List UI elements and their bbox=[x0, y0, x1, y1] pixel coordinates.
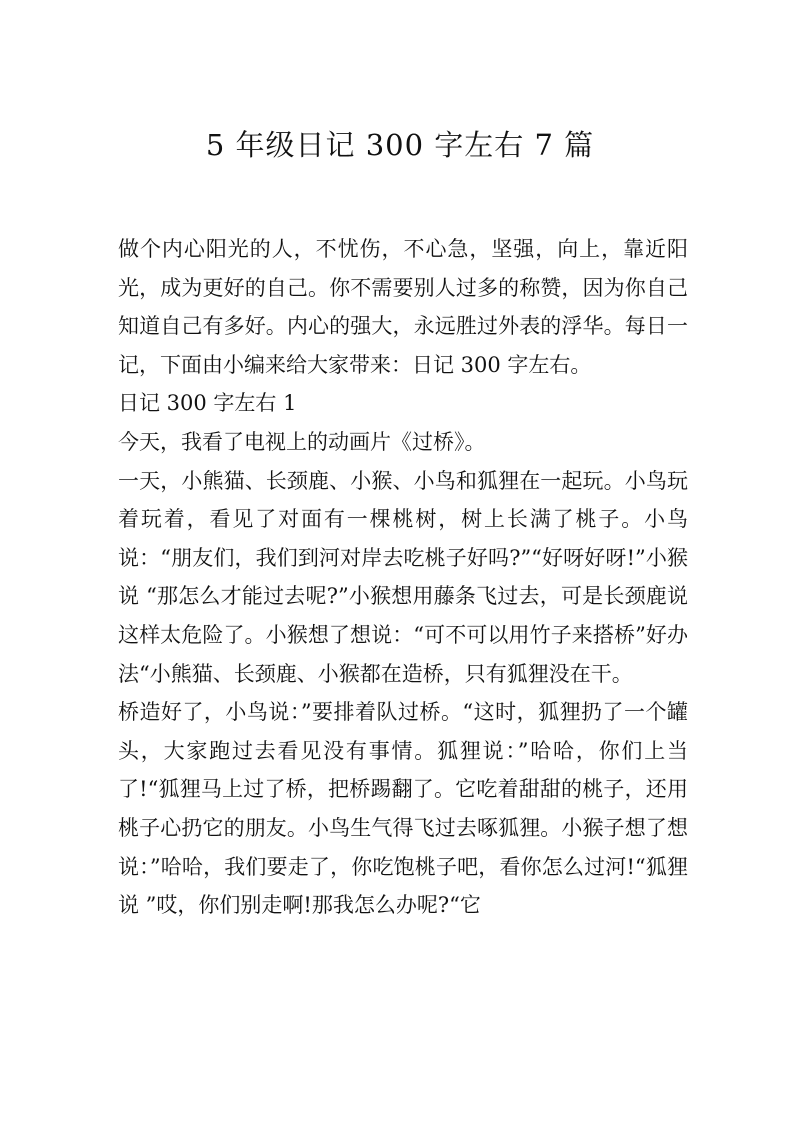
document-body bbox=[118, 230, 688, 925]
section-heading: 日记 300 字左右 1 bbox=[118, 391, 297, 416]
body-paragraph: 今天，我看了电视上的动画片《过桥》。 bbox=[118, 429, 486, 454]
document-title: 5 年级日记 300 字左右 7 篇 bbox=[205, 128, 595, 162]
body-paragraph: 一天，小熊猫、长颈鹿、小猴、小鸟和狐狸在一起玩。小鸟玩着玩着，看见了对面有一棵桃树，树上长满了桃子。小鸟说：“朋友们，我们到河对岸去吃桃子好吗?”“好呀好呀!”小猴说 “那怎么才能过去呢?”小猴想用藤条飞过去，可是长颈鹿说这样太危险了。小猴想了想说：“可不可以用竹子来搭桥”好办法“小熊猫、长颈鹿、小猴都在造桥，只有狐狸没在干。 bbox=[118, 468, 688, 686]
body-paragraph: 桥造好了，小鸟说：”要排着队过桥。“这时，狐狸扔了一个罐头，大家跑过去看见没有事情。狐狸说：”哈哈，你们上当了!“狐狸马上过了桥，把桥踢翻了。它吃着甜甜的桃子，还用桃子心扔它的朋友。小鸟生气得飞过去啄狐狸。小猴子想了想说：”哈哈，我们要走了，你吃饱桃子吧，看你怎么过河!“狐狸说 ”哎，你们别走啊!那我怎么办呢?“它 bbox=[118, 700, 688, 918]
intro-paragraph: 做个内心阳光的人，不忧伤，不心急，坚强，向上，靠近阳光，成为更好的自己。你不需要别人过多的称赞，因为你自己知道自己有多好。内心的强大，永远胜过外表的浮华。每日一记，下面由小编来给大家带来：日记 300 字左右。 bbox=[118, 237, 688, 377]
